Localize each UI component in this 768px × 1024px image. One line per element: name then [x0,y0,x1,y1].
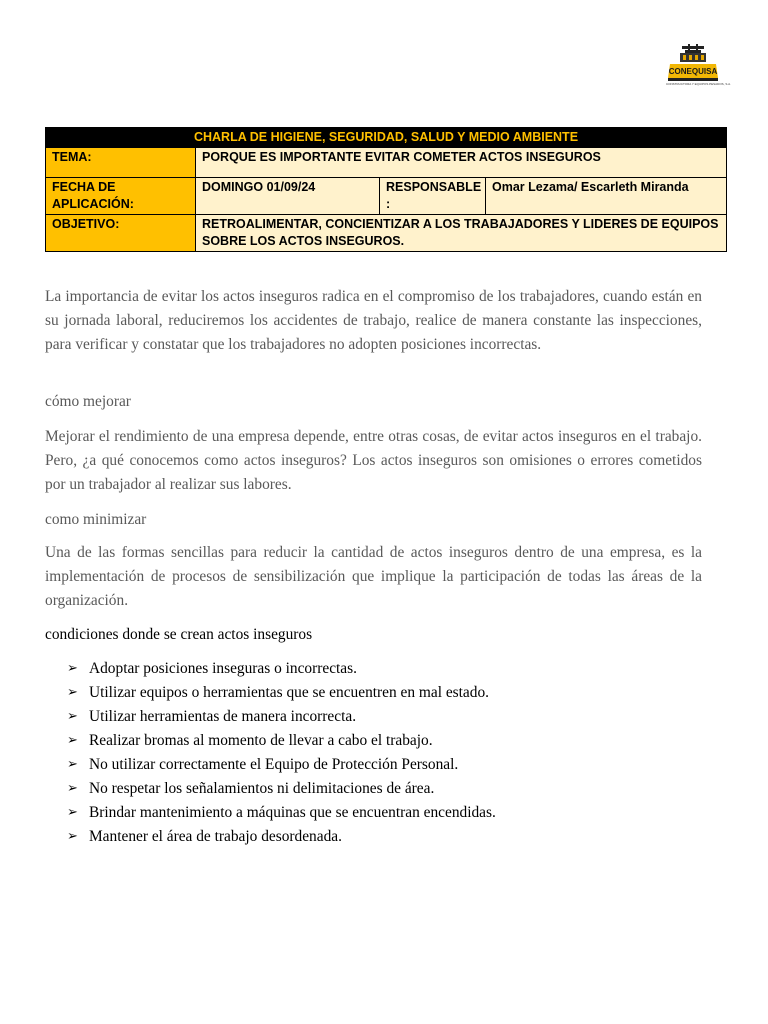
intro-paragraph [45,285,702,357]
table-title: CHARLA DE HIGIENE, SEGURIDAD, SALUD Y MEDIO AMBIENTE [46,128,727,148]
arrowhead-bullet-icon: ➢ [67,829,78,844]
paragraph-text: Mejorar el rendimiento de una empresa depende, entre otras cosas, de evitar actos inseguros en el trabajo. Pero, ¿a qué conocemos como actos inseguros? Los actos inseguros son omisiones o errores cometidos por un trabajador al realizar sus labores. [45,428,702,493]
list-item [45,705,496,729]
fecha-value: DOMINGO 01/09/24 [196,178,380,215]
tema-label: TEMA: [46,148,196,178]
list-item-text: No respetar los señalamientos ni delimitaciones de área. [89,780,435,797]
objetivo-value: RETROALIMENTAR, CONCIENTIZAR A LOS TRABAJADORES Y LIDERES DE EQUIPOS SOBRE LOS ACTOS INSEGUROS. [196,215,727,252]
objetivo-label: OBJETIVO: [46,215,196,252]
heading-text: como minimizar [45,511,147,528]
objetivo-row [46,215,727,252]
section-heading-mejorar [45,390,702,414]
list-item-text: Utilizar herramientas de manera incorrecta. [89,708,357,725]
list-item-text: Utilizar equipos o herramientas que se encuentren en mal estado. [89,684,490,701]
heading-text: cómo mejorar [45,393,131,410]
list-item [45,825,496,849]
fecha-row [46,178,727,215]
list-item [45,681,496,705]
paragraph-text: La importancia de evitar los actos inseguros radica en el compromiso de los trabajadores, cuando están en su jornada laboral, reduciremos los accidentes de trabajo, realice de manera constante las inspecciones, para verificar y constatar que los trabajadores no adopten posiciones incorrectas. [45,288,702,353]
section-heading-condiciones [45,623,702,647]
arrowhead-bullet-icon: ➢ [67,733,78,748]
conditions-list [45,657,496,849]
tema-row [46,148,727,178]
list-item-text: Mantener el área de trabajo desordenada. [89,828,342,845]
section-heading-minimizar [45,508,702,532]
charla-info-table [45,127,727,252]
arrowhead-bullet-icon: ➢ [67,757,78,772]
list-item-text: Adoptar posiciones inseguras o incorrectas. [89,660,357,677]
mejorar-paragraph [45,425,702,497]
list-item-text: Brindar mantenimiento a máquinas que se encuentran encendidas. [89,804,496,821]
arrowhead-bullet-icon: ➢ [67,685,78,700]
list-item-text: Realizar bromas al momento de llevar a cabo el trabajo. [89,732,433,749]
list-item [45,777,496,801]
responsable-label: RESPONSABLE : [380,178,486,215]
fecha-label: FECHA DE APLICACIÓN: [46,178,196,215]
paragraph-text: Una de las formas sencillas para reducir la cantidad de actos inseguros dentro de una empresa, es la implementación de procesos de sensibilización que implique la participación de todas las áreas de la organización. [45,544,702,609]
logo-name: CONEQUISA [668,67,718,76]
list-item-text: No utilizar correctamente el Equipo de Protección Personal. [89,756,459,773]
heading-text: condiciones donde se crean actos inseguros [45,626,313,643]
arrowhead-bullet-icon: ➢ [67,805,78,820]
list-item [45,753,496,777]
list-item [45,657,496,681]
list-item [45,801,496,825]
arrowhead-bullet-icon: ➢ [67,661,78,676]
responsable-value: Omar Lezama/ Escarleth Miranda [486,178,727,215]
table-title-row [46,128,727,148]
arrowhead-bullet-icon: ➢ [67,781,78,796]
arrowhead-bullet-icon: ➢ [67,709,78,724]
minimizar-paragraph [45,541,702,613]
tema-value: PORQUE ES IMPORTANTE EVITAR COMETER ACTOS INSEGUROS [196,148,727,178]
logo-tagline: CONSTRUCTORA Y EQUIPOS PESADOS, S.A. [666,82,732,86]
list-item [45,729,496,753]
company-logo [666,44,732,90]
